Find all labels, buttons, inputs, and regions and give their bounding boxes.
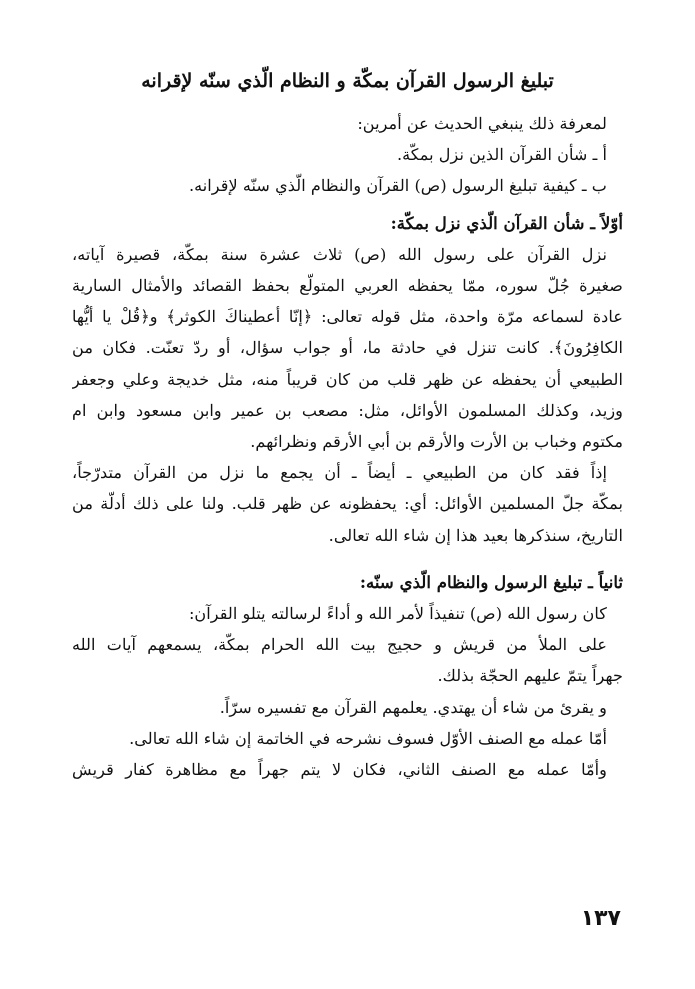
document-page [72,64,623,949]
paragraph-line: التاريخ، سنذكرها بعيد هذا إن شاء الله تعالى. [328,525,623,545]
section-heading-1: أوّلاً ـ شأن القرآن الّذي نزل بمكّة: [390,212,623,233]
list-item-a: أ ـ شأن القرآن الذين نزل بمكّة. [396,145,607,165]
paragraph-line: على الملأ من قريش و حجيج بيت الله الحرام بمكّة، يسمعهم آيات الله [72,635,607,655]
paragraph-line: و يقرئ من شاء أن يهتدي. يعلمهم القرآن مع تفسيره سرّاً. [219,697,607,717]
paragraph-line: صغيرة جُلّ سوره، ممّا يحفظه العربي المتولّع بحفظ القصائد والأمثال السارية [72,276,623,296]
paragraph-line: الكافِرُونَ﴾. كانت تنزل في حادثة ما، أو جواب سؤال، أو ردّ تعنّت. فكان من [72,338,623,358]
intro-text: لمعرفة ذلك ينبغي الحديث عن أمرين: [357,114,607,133]
paragraph-line: كان رسول الله (ص) تنفيذاً لأمر الله و أداءً لرسالته يتلو القرآن: [188,604,607,624]
list-item-b: ب ـ كيفية تبليغ الرسول (ص) القرآن والنظام الّذي سنّه لإقرانه. [188,176,607,196]
paragraph-line: إذاً فقد كان من الطبيعي ـ أيضاً ـ أن يجمع ما نزل من القرآن متدرّجاً، [72,463,607,483]
paragraph-line: بمكّة جلّ المسلمين الأوائل: أي: يحفظونه عن ظهر قلب. ولنا على ذلك أدلّة من [72,494,623,514]
page-number: ١٣٧ [580,906,621,931]
section-heading-2: ثانياً ـ تبليغ الرسول والنظام الّذي سنّه: [359,571,623,592]
section-gap [72,551,623,561]
paragraph-line: وزيد، وكذلك المسلمون الأوائل، مثل: مصعب بن عمير وابن مسعود وابن ام [72,400,623,420]
page-title: تبليغ الرسول القرآن بمكّة و النظام الّذي سنّه لإقرانه [141,70,554,92]
paragraph-line: مكتوم وخباب بن الأرت والأرقم بن أبي الأرقم ونظرائهم. [250,432,623,452]
paragraph-line: الطبيعي أن يحفظه عن ظهر قلب من كان قريباً منه، مثل خديجة وعلي وجعفر [72,369,623,389]
paragraph-line: جهراً يتمّ عليهم الحجّة بذلك. [437,666,623,686]
paragraph-line: أمّا عمله مع الصنف الأوّل فسوف نشرحه في الخاتمة إن شاء الله تعالى. [129,728,607,748]
paragraph-line: نزل القرآن على رسول الله (ص) ثلاث عشرة سنة بمكّة، قصيرة آياته، [72,244,607,264]
paragraph-line: وأمّا عمله مع الصنف الثاني، فكان لا يتم جهراً مع مظاهرة كفار قريش [72,760,607,780]
paragraph-line: عادة لسماعه مرّة واحدة، مثل قوله تعالى: ﴿إنّا أعطيناكَ الكوثر﴾ و﴿قُلْ يا أيُّها [72,307,623,327]
